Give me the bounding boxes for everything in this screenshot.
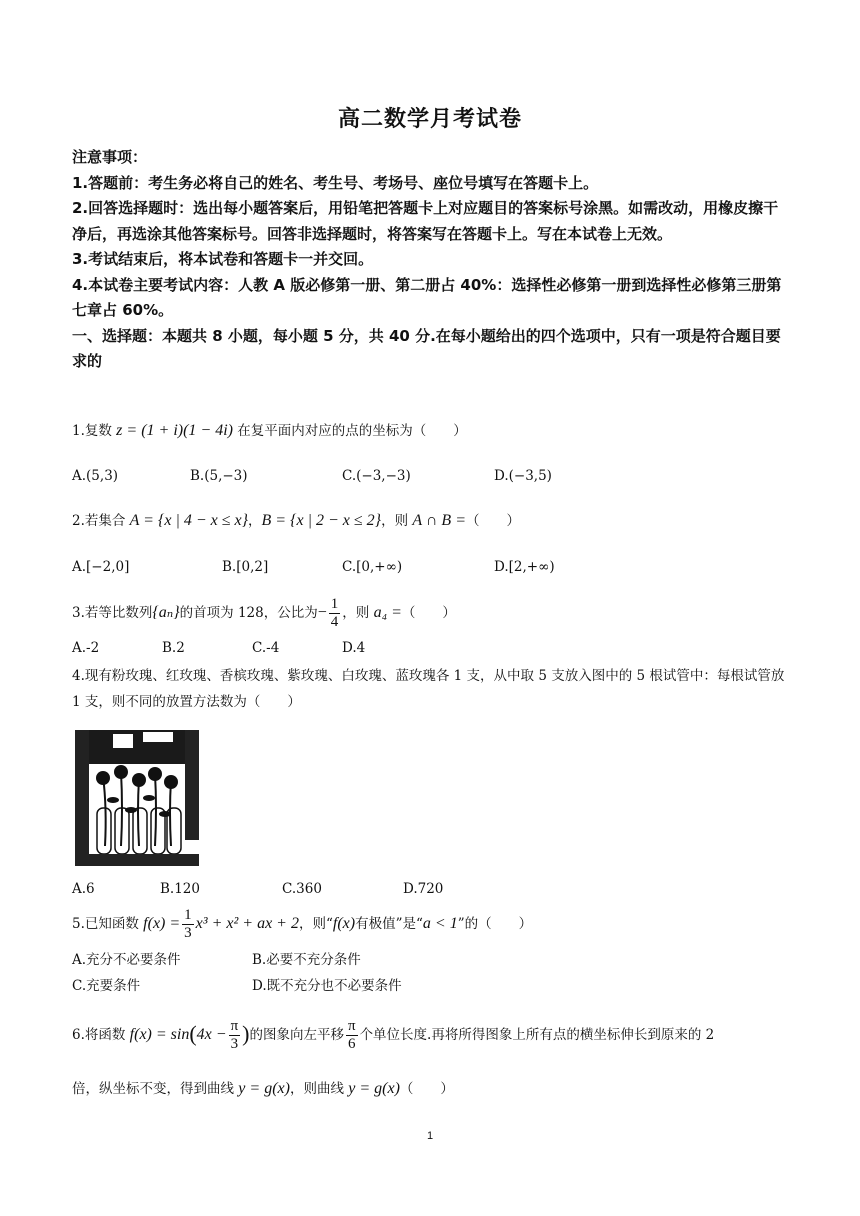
- option-a: A.-2: [72, 640, 100, 656]
- option-d: D.720: [403, 881, 444, 897]
- function-f: f(x) =: [143, 915, 181, 932]
- option-a: A.充分不必要条件: [72, 952, 181, 968]
- function-f: f(x) = sin: [129, 1026, 190, 1043]
- option-c: C.360: [282, 881, 322, 897]
- option-a: A.[−2,0]: [72, 559, 130, 575]
- shift-fraction: $\frac{\pi}{6}$: [347, 1018, 356, 1052]
- coefficient-fraction: $\frac{1}{3}$: [184, 907, 192, 941]
- intersection-expression: A ∩ B =: [412, 512, 466, 529]
- set-b: B = {x | 2 − x ≤ 2}: [261, 512, 382, 529]
- question-4-options: [72, 876, 792, 902]
- option-d: D.(−3,5): [494, 468, 552, 484]
- instruction-item: 2.回答选择题时：选出每小题答案后，用铅笔把答题卡上对应题目的答案标号涂黑。如需改动，用橡皮擦干净后，再选涂其他答案标号。回答非选择题时，将答案写在答题卡上。写在本试卷上无效。: [72, 199, 779, 243]
- option-c: C.充要条件: [72, 978, 141, 994]
- question-3: 3.若等比数列{aₙ}的首项为 128，公比为− $\frac{1}{4}$ ，则 a₄ =（ ）: [72, 596, 456, 630]
- option-c: C.-4: [252, 640, 280, 656]
- option-b: B.120: [160, 881, 200, 897]
- page-number: 1: [426, 1130, 434, 1142]
- instructions-block: [72, 145, 792, 375]
- question-5-options-row-1: [72, 947, 792, 973]
- section-heading: 一、选择题：本题共 8 小题，每小题 5 分，共 40 分.在每小题给出的四个选项中，只有一项是符合题目要求的: [72, 326, 781, 370]
- option-c: C.(−3,−3): [342, 468, 411, 484]
- q1-expression: z = (1 + i)(1 − 4i): [116, 422, 233, 439]
- instruction-item: 4.本试卷主要考试内容：人教 A 版必修第一册、第二册占 40%：选择性必修第一册到选择性必修第三册第七章占 60%。: [72, 275, 782, 319]
- a4-expression: a₄ =: [373, 604, 402, 621]
- option-d: D.4: [342, 640, 366, 656]
- question-2-options: [72, 554, 792, 580]
- question-2: 2.若集合 A = {x | 4 − x ≤ x}，B = {x | 2 − x ≤ 2}，则 A ∩ B =（ ）: [72, 512, 520, 529]
- option-d: D.既不充分也不必要条件: [252, 978, 402, 994]
- question-5: 5.已知函数 f(x) = $\frac{1}{3}$ x³ + x² + ax + 2，则“f(x)有极值”是“a < 1”的（ ）: [72, 907, 533, 941]
- instruction-item: 1.答题前：考生务必将自己的姓名、考生号、考场号、座位号填写在答题卡上。: [72, 173, 599, 192]
- common-ratio-fraction: $\frac{1}{4}$: [330, 596, 339, 630]
- question-1-options: [72, 463, 792, 489]
- question-4: 4.现有粉玫瑰、红玫瑰、香槟玫瑰、紫玫瑰、白玫瑰、蓝玫瑰各 1 支，从中取 5 支放入图中的 5 根试管中：每根试管放 1 支，则不同的放置方法数为（ ）: [72, 668, 785, 710]
- sequence-symbol: {aₙ}: [152, 604, 180, 621]
- option-b: B.(5,−3): [190, 468, 248, 484]
- question-1: 1.复数 z = (1 + i)(1 − 4i) 在复平面内对应的点的坐标为（ ）: [72, 422, 467, 439]
- option-b: B.[0,2]: [222, 559, 269, 575]
- instructions-heading: 注意事项：: [72, 148, 148, 166]
- phase-fraction: $\frac{\pi}{3}$: [230, 1018, 239, 1052]
- question-3-options: [72, 635, 792, 661]
- set-a: A = {x | 4 − x ≤ x}: [129, 512, 249, 529]
- question-6: 6.将函数 f(x) = sin(4x − $\frac{\pi}{3}$ )的图象向左平移 $\frac{\pi}{6}$ 个单位长度.再将所得图象上所有点的横坐标伸长到原来的 2: [72, 1018, 715, 1052]
- option-c: C.[0,+∞): [342, 559, 403, 575]
- polynomial: x³ + x² + ax + 2: [195, 915, 299, 932]
- option-b: B.2: [162, 640, 185, 656]
- question-6-line-2: 倍，纵坐标不变，得到曲线 y = g(x)，则曲线 y = g(x)（ ）: [72, 1080, 454, 1097]
- option-b: B.必要不充分条件: [252, 952, 361, 968]
- question-5-options-row-2: [72, 973, 792, 999]
- instruction-item: 3.考试结束后，将本试卷和答题卡一并交回。: [72, 250, 374, 268]
- option-a: A.6: [72, 881, 95, 897]
- page-title: 高二数学月考试卷: [337, 107, 522, 132]
- option-d: D.[2,+∞): [494, 559, 555, 575]
- test-tubes-roses-figure: [73, 728, 201, 868]
- option-a: A.(5,3): [72, 468, 119, 484]
